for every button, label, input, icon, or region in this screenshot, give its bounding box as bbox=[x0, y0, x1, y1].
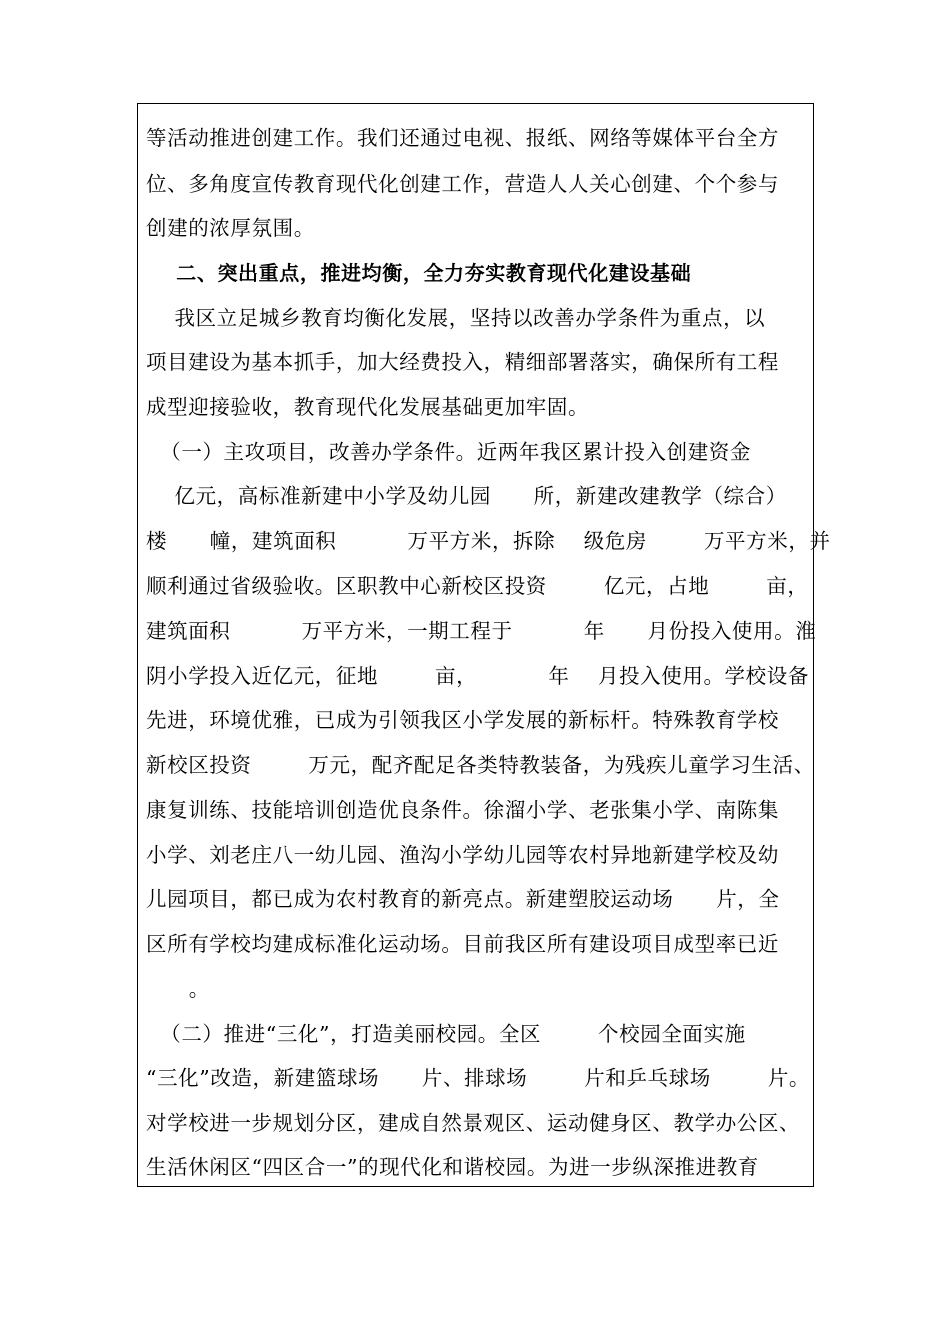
paragraph-line: 儿园项目，都已成为农村教育的新亮点。新建塑胶运动场 片，全 bbox=[146, 887, 780, 911]
paragraph-line: （一）主攻项目，改善办学条件。近两年我区累计投入创建资金 bbox=[146, 440, 752, 464]
section-heading: 二、突出重点，推进均衡，全力夯实教育现代化建设基础 bbox=[146, 261, 692, 285]
paragraph-line: 。 bbox=[146, 977, 210, 1001]
paragraph-line: 创建的浓厚氛围。 bbox=[146, 216, 315, 240]
paragraph-line: 成型迎接验收，教育现代化发展基础更加牢固。 bbox=[146, 395, 590, 419]
paragraph-line: 楼 幢，建筑面积 万平方米，拆除 级危房 万平方米，并 bbox=[146, 529, 831, 553]
paragraph-line: 位、多角度宣传教育现代化创建工作，营造人人关心创建、个个参与 bbox=[146, 172, 779, 196]
paragraph-line: “三化”改造，新建篮球场 片、排球场 片和乒乓球场 片。 bbox=[146, 1066, 811, 1090]
paragraph-line: 建筑面积 万平方米，一期工程于 年 月份投入使用。淮 bbox=[146, 619, 817, 643]
paragraph-line: 顺利通过省级验收。区职教中心新校区投资 亿元，占地 亩， bbox=[146, 574, 809, 598]
paragraph-line: 区所有学校均建成标准化运动场。目前我区所有建设项目成型率已近 bbox=[146, 932, 779, 956]
paragraph-line: （二）推进“三化”，打造美丽校园。全区 个校园全面实施 bbox=[146, 1022, 746, 1046]
paragraph-line: 对学校进一步规划分区，建成自然景观区、运动健身区、教学办公区、 bbox=[146, 1111, 801, 1135]
paragraph-line: 亿元，高标准新建中小学及幼儿园 所，新建改建教学（综合） bbox=[146, 484, 787, 508]
paragraph-line: 项目建设为基本抓手，加大经费投入，精细部署落实，确保所有工程 bbox=[146, 350, 779, 374]
paragraph-line: 新校区投资 万元，配齐配足各类特教装备，为残疾儿童学习生活、 bbox=[146, 753, 815, 777]
paragraph-line: 等活动推进创建工作。我们还通过电视、报纸、网络等媒体平台全方 bbox=[146, 126, 779, 150]
paragraph-line: 我区立足城乡教育均衡化发展，坚持以改善办学条件为重点，以 bbox=[146, 306, 766, 330]
paragraph-line: 小学、刘老庄八一幼儿园、渔沟小学幼儿园等农村异地新建学校及幼 bbox=[146, 843, 779, 867]
paragraph-line: 康复训练、技能培训创造优良条件。徐溜小学、老张集小学、南陈集 bbox=[146, 798, 779, 822]
paragraph-line: 先进，环境优雅，已成为引领我区小学发展的新标杆。特殊教育学校 bbox=[146, 708, 779, 732]
paragraph-line: 阴小学投入近亿元，征地 亩， 年 月投入使用。学校设备 bbox=[146, 664, 809, 688]
paragraph-line: 生活休闲区“四区合一”的现代化和谐校园。为进一步纵深推进教育 bbox=[146, 1155, 759, 1179]
